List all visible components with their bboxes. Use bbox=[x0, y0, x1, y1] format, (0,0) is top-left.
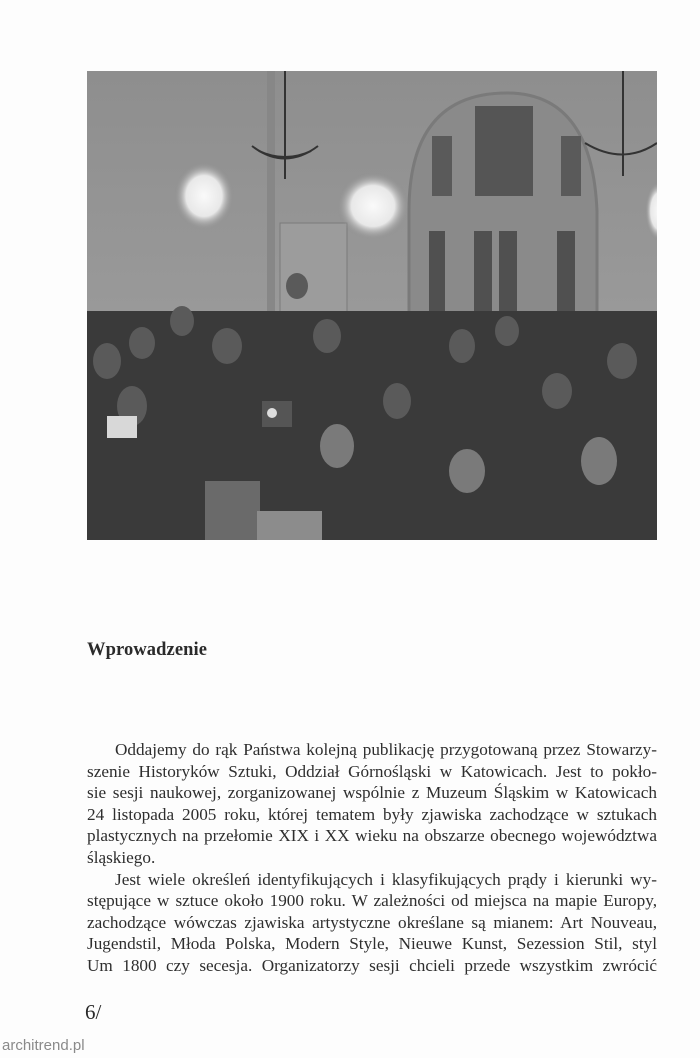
text-line: sie sesji naukowej, zorganizowanej wspólnie z Muzeum Śląskim w Katowicach bbox=[87, 783, 657, 803]
text-line: Jugendstil, Młoda Polska, Modern Style, Nieuwe Kunst, Sezession Stil, styl bbox=[87, 934, 657, 954]
text-line: Jest wiele określeń identyfikujących i klasyfikujących prądy i kierunki wy- bbox=[115, 869, 657, 889]
watermark: architrend.pl bbox=[2, 1037, 85, 1054]
door bbox=[280, 223, 347, 323]
body-text bbox=[87, 739, 657, 977]
audience bbox=[87, 311, 657, 540]
page-number: 6/ bbox=[85, 1000, 102, 1024]
wall-lamp bbox=[174, 162, 234, 230]
text-line: szenie Historyków Sztuki, Oddział Górnośląski w Katowicach. Jest to pokło- bbox=[87, 761, 657, 781]
text-line: śląskiego. bbox=[87, 847, 156, 867]
text-line: stępujące w sztuce około 1900 roku. W zależności od miejsca na mapie Europy, bbox=[87, 891, 657, 911]
audience-photo-graphic bbox=[87, 71, 657, 540]
text-line: zachodzące wówczas zjawiska artystyczne określane są mianem: Art Nouveau, bbox=[87, 912, 657, 932]
paragraph bbox=[87, 869, 657, 977]
projector bbox=[262, 401, 292, 427]
wall-lamp bbox=[337, 172, 409, 240]
audience-photo bbox=[87, 71, 657, 540]
text-line: 24 listopada 2005 roku, której tematem były zjawiska zachodzące w sztukach bbox=[87, 804, 657, 824]
paragraph bbox=[87, 739, 657, 869]
section-heading: Wprowadzenie bbox=[87, 640, 208, 660]
text-line: plastycznych na przełomie XIX i XX wieku na obszarze obecnego województwa bbox=[87, 826, 657, 846]
text-line: Oddajemy do rąk Państwa kolejną publikację przygotowaną przez Stowarzy- bbox=[115, 740, 657, 759]
text-line: Um 1800 czy secesja. Organizatorzy sesji chcieli przede wszystkim zwrócić bbox=[87, 955, 657, 975]
